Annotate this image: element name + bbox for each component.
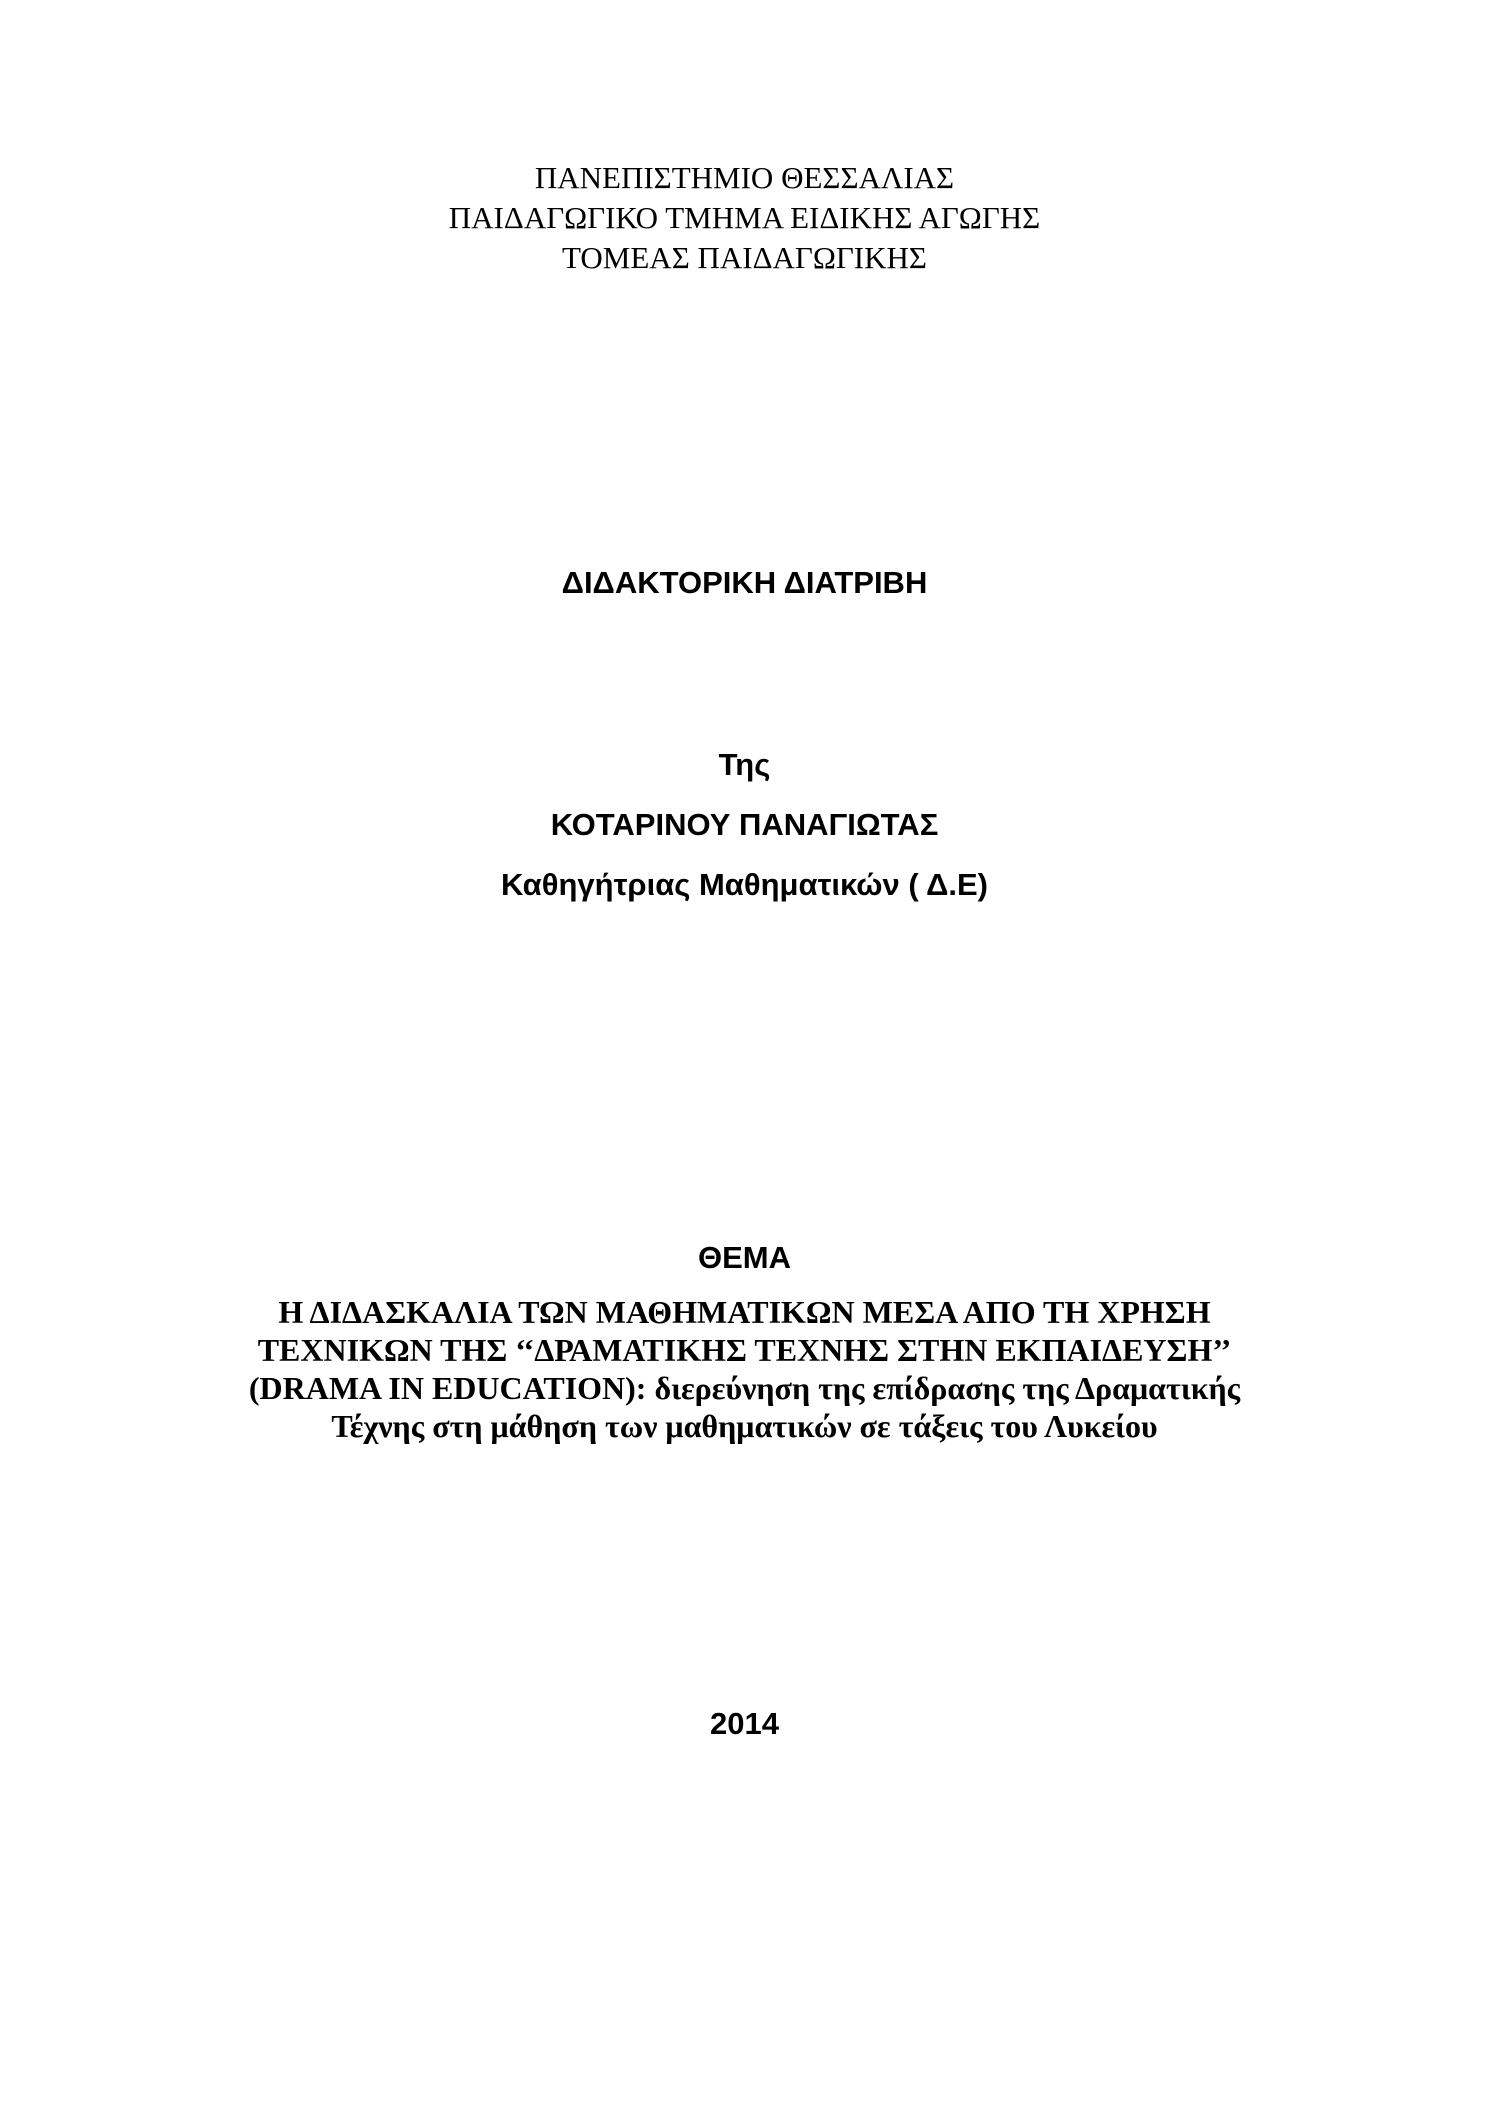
topic-line: (DRAMA IN EDUCATION): διερεύνηση της επίδρασης της Δραματικής <box>248 1370 1241 1406</box>
university-name: ΠΑΝΕΠΙΣΤΗΜΙΟ ΘΕΣΣΑΛΙΑΣ <box>534 160 955 195</box>
sector-name: ΤΟΜΕΑΣ ΠΑΙΔΑΓΩΓΙΚΗΣ <box>562 240 927 275</box>
topic-line: ΤΕΧΝΙΚΩΝ ΤΗΣ ‘‘ΔΡΑΜΑΤΙΚΗΣ ΤΕΧΝΗΣ ΣΤΗΝ ΕΚΠΑΙΔΕΥΣΗ’’ <box>257 1332 1232 1368</box>
topic-line: Η ΔΙΔΑΣΚΑΛΙΑ ΤΩΝ ΜΑΘΗΜΑΤΙΚΩΝ ΜΕΣΑ ΑΠΟ ΤΗ ΧΡΗΣΗ <box>278 1294 1211 1330</box>
author-prefix: Της <box>718 747 771 782</box>
topic-line: Τέχνης στη μάθηση των μαθηματικών σε τάξεις του Λυκείου <box>331 1408 1158 1444</box>
author-name: ΚΟΤΑΡΙΝΟΥ ΠΑΝΑΓΙΩΤΑΣ <box>550 807 939 842</box>
document-type: ΔΙΔΑΚΤΟΡΙΚΗ ΔΙΑΤΡΙΒΗ <box>561 565 928 600</box>
author-title: Καθηγήτριας Μαθηματικών ( Δ.Ε) <box>500 867 989 902</box>
topic-label: ΘΕΜΑ <box>698 1240 791 1275</box>
publication-year: 2014 <box>710 1706 779 1741</box>
department-name: ΠΑΙΔΑΓΩΓΙΚΟ ΤΜΗΜΑ ΕΙΔΙΚΗΣ ΑΓΩΓΗΣ <box>448 200 1041 235</box>
